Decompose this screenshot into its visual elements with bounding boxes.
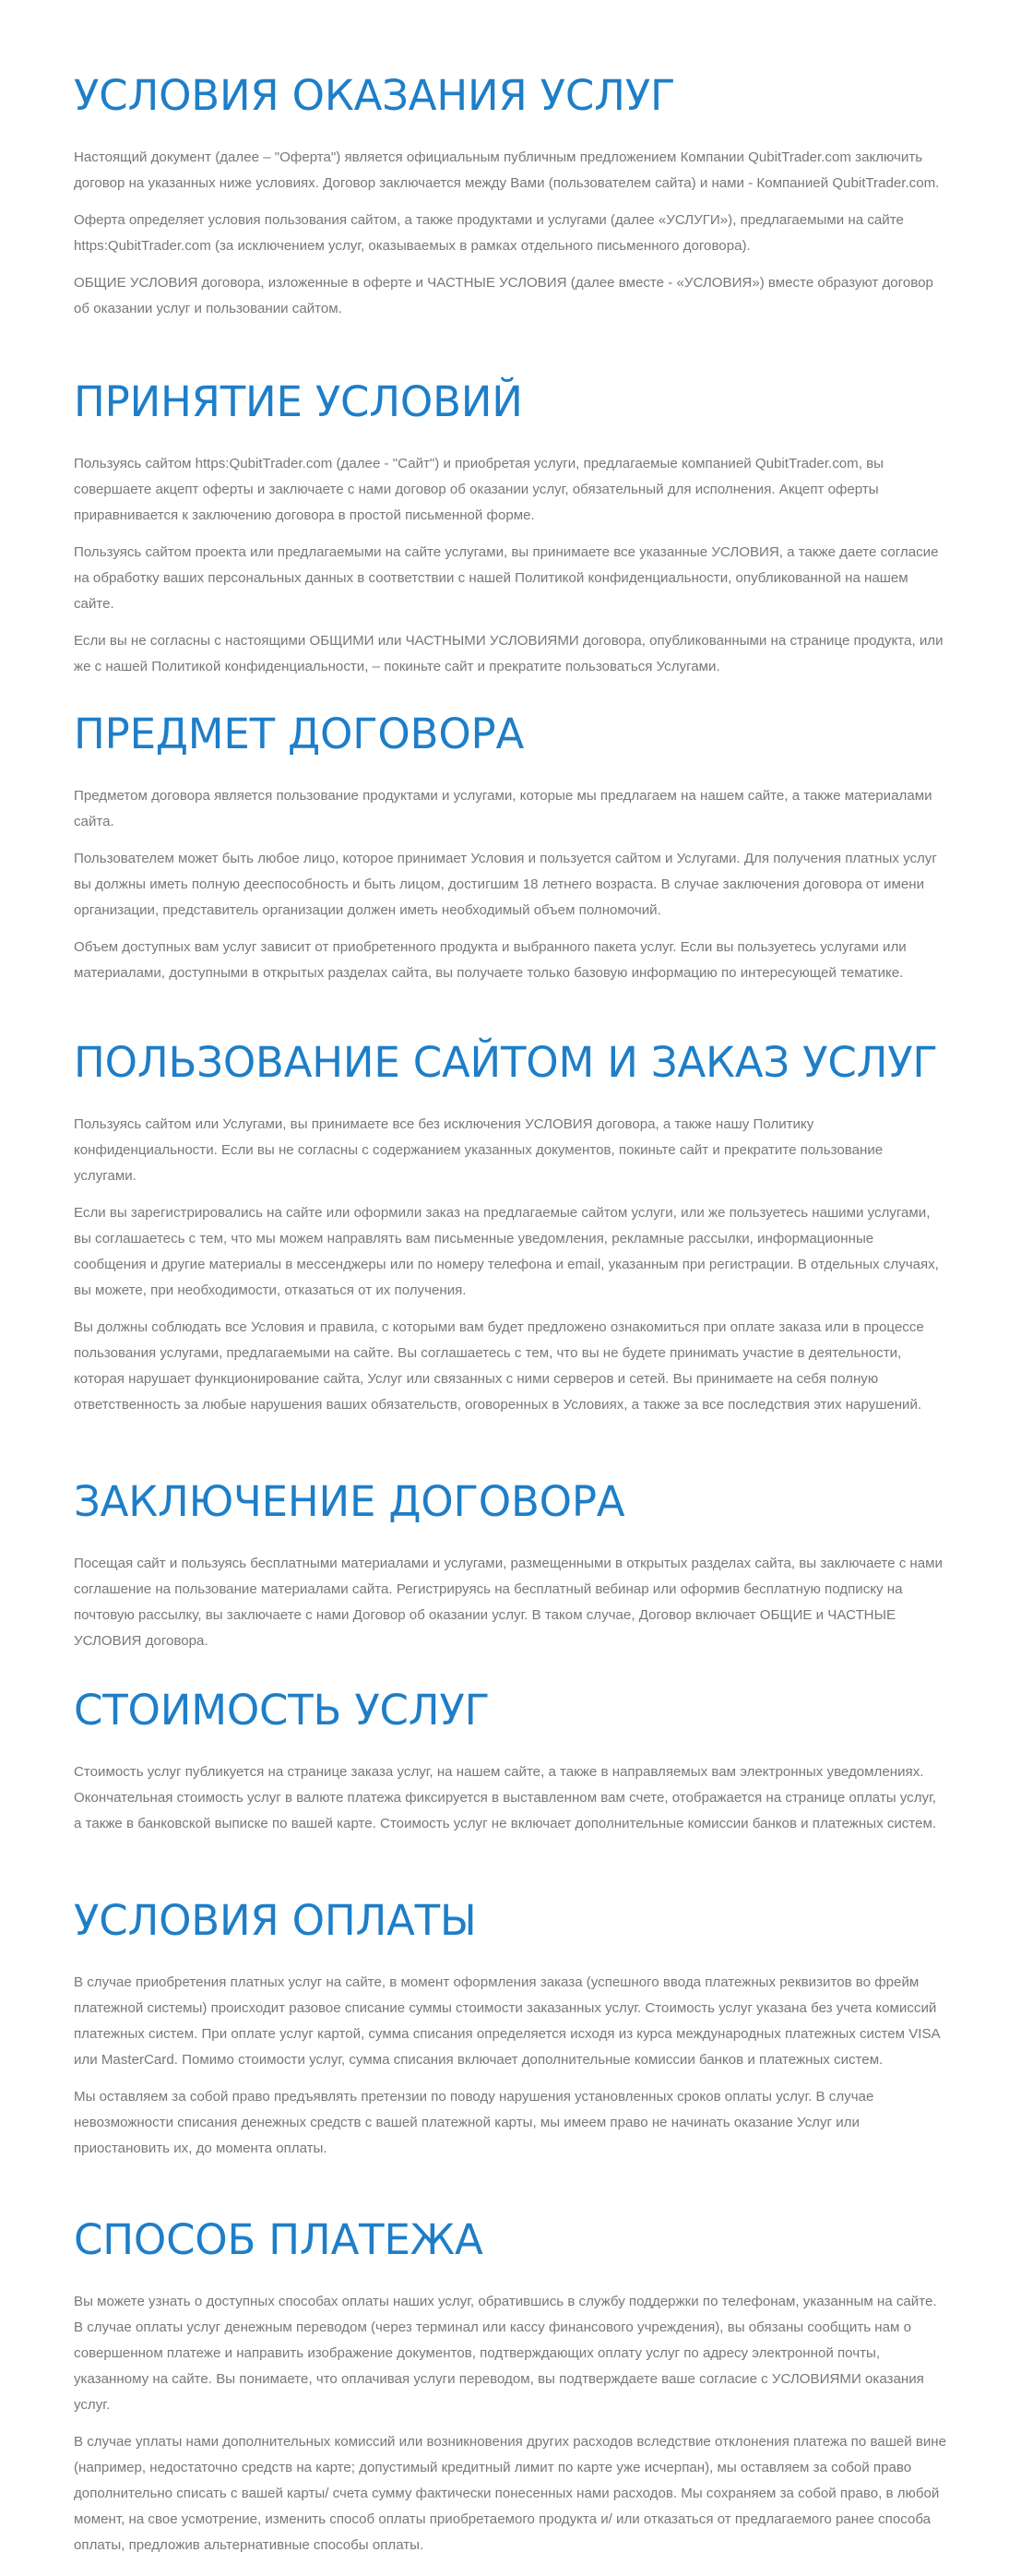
- paragraph: Оферта определяет условия пользования сайтом, а также продуктами и услугами (далее «УСЛУГИ»), предлагаемыми на сайте https:QubitTrader.com (за исключением услуг, оказываемых в рамках отдельного письменного договора).: [74, 212, 904, 254]
- section-body: [74, 1759, 946, 1837]
- paragraph: Объем доступных вам услуг зависит от приобретенного продукта и выбранного пакета услуг. Если вы пользуетесь услугами или материалами, доступными в открытых разделах сайта, вы получаете только базовую информацию по интересующей тематике.: [74, 939, 907, 981]
- section-heading: ПОЛЬЗОВАНИЕ САЙТОМ И ЗАКАЗ УСЛУГ: [74, 1038, 938, 1087]
- paragraph: Если вы не согласны с настоящими ОБЩИМИ или ЧАСТНЫМИ УСЛОВИЯМИ договора, опубликованными на странице продукта, или же с нашей Политикой конфиденциальности, – покиньте сайт и прекратите пользоваться Услугами.: [74, 633, 944, 674]
- paragraph: Вы должны соблюдать все Условия и правила, с которыми вам будет предложено ознакомиться при оплате заказа или в процессе пользования услугами, предлагаемыми на сайте. Вы соглашаетесь с тем, что вы не будете принимать участие в деятельности, которая нарушает функционирование сайта, Услуг или связанных с ними серверов и сетей. Вы принимаете на себя полную ответственность за любые нарушения ваших обязательств, оговоренных в Условиях, а также за все последствия этих нарушений.: [74, 1319, 924, 1413]
- paragraph: Если вы зарегистрировались на сайте или оформили заказ на предлагаемые сайтом услуги, или же пользуетесь нашими услугами, вы соглашаетесь с тем, что мы можем направлять вам письменные уведомления, рекламные рассылки, информационные сообщения и другие материалы в мессенджеры или по номеру телефона и email, указанным при регистрации. В отдельных случаях, вы можете, при необходимости, отказаться от их получения.: [74, 1205, 939, 1298]
- section-heading: СПОСОБ ПЛАТЕЖА: [74, 2215, 483, 2264]
- paragraph: Настоящий документ (далее – "Оферта") является официальным публичным предложением Компании QubitTrader.com заключить договор на указанных ниже условиях. Договор заключается между Вами (пользователем сайта) и нами - Компанией QubitTrader.com.: [74, 149, 940, 191]
- paragraph: Пользователем может быть любое лицо, которое принимает Условия и пользуется сайтом и Услугами. Для получения платных услуг вы должны иметь полную дееспособность и быть лицом, достигшим 18 летнего возраста. В случае заключения договора от имени организации, представитель организации должен иметь необходимый объем полномочий.: [74, 851, 937, 918]
- paragraph: Пользуясь сайтом https:QubitTrader.com (далее - "Сайт") и приобретая услуги, предлагаемые компанией QubitTrader.com, вы совершаете акцепт оферты и заключаете с нами договор об оказании услуг, обязательный для исполнения. Акцепт оферты приравнивается к заключению договора в простой письменной форме.: [74, 456, 884, 523]
- paragraph: Мы оставляем за собой право предъявлять претензии по поводу нарушения установленных сроков оплаты услуг. В случае невозможности списания денежных средств с вашей платежной карты, мы имеем право не начинать оказание Услуг или приостановить их, до момента оплаты.: [74, 2089, 874, 2156]
- section-heading: ЗАКЛЮЧЕНИЕ ДОГОВОРА: [74, 1477, 625, 1526]
- paragraph: Предметом договора является пользование продуктами и услугами, которые мы предлагаем на нашем сайте, а также материалами сайта.: [74, 788, 932, 829]
- section-body: [74, 451, 946, 680]
- section-heading: ПРИНЯТИЕ УСЛОВИЙ: [74, 377, 523, 426]
- paragraph: Пользуясь сайтом или Услугами, вы принимаете все без исключения УСЛОВИЯ договора, а также нашу Политику конфиденциальности. Если вы не согласны с содержанием указанных документов, покиньте сайт и прекратите пользование услугами.: [74, 1116, 884, 1184]
- section-body: [74, 783, 946, 986]
- section-heading: СТОИМОСТЬ УСЛУГ: [74, 1686, 490, 1735]
- section-body: [74, 2289, 946, 2558]
- section-payment-method: [74, 2214, 946, 2570]
- paragraph: Посещая сайт и пользуясь бесплатными материалами и услугами, размещенными в открытых разделах сайта, вы заключаете с нами соглашение на пользование материалами сайта. Регистрируясь на бесплатный вебинар или оформив бесплатную подписку на почтовую рассылку, вы заключаете с нами Договор об оказании услуг. В таком случае, Договор включает ОБЩИЕ и ЧАСТНЫЕ УСЛОВИЯ договора.: [74, 1556, 943, 1649]
- paragraph: Вы можете узнать о доступных способах оплаты наших услуг, обратившись в службу поддержки по телефонам, указанным на сайте. В случае оплаты услуг денежным переводом (через терминал или кассу финансового учреждения), вы обязаны сообщить нам о совершенном платеже и направить изображение документов, подтверждающих оплату услуг по адресу электронной почты, указанному на сайте. Вы понимаете, что оплачивая услуги переводом, вы подтверждаете ваше согласие с УСЛОВИЯМИ оказания услуг.: [74, 2294, 937, 2413]
- section-body: [74, 1112, 946, 1418]
- paragraph: Стоимость услуг публикуется на странице заказа услуг, на нашем сайте, а также в направляемых вам электронных уведомлениях. Окончательная стоимость услуг в валюте платежа фиксируется в выставленном вам счете, отображается на странице оплаты услуг, а также в банковской выписке по вашей карте. Стоимость услуг не включает дополнительные комиссии банков и платежных систем.: [74, 1764, 937, 1831]
- section-heading: УСЛОВИЯ ОКАЗАНИЯ УСЛУГ: [74, 71, 676, 120]
- section-body: [74, 1970, 946, 2162]
- section-body: [74, 1551, 946, 1654]
- section-subject: [74, 709, 946, 997]
- section-acceptance: [74, 376, 946, 691]
- paragraph: ОБЩИЕ УСЛОВИЯ договора, изложенные в оферте и ЧАСТНЫЕ УСЛОВИЯ (далее вместе - «УСЛОВИЯ») вместе образуют договор об оказании услуг и пользовании сайтом.: [74, 275, 933, 316]
- section-heading: УСЛОВИЯ ОПЛАТЫ: [74, 1896, 477, 1945]
- section-payment-terms: [74, 1895, 946, 2173]
- section-body: [74, 145, 946, 322]
- section-contract-conclusion: [74, 1476, 946, 1665]
- section-heading: ПРЕДМЕТ ДОГОВОРА: [74, 710, 525, 758]
- section-site-usage: [74, 1037, 946, 1429]
- section-cost: [74, 1685, 946, 1848]
- paragraph: Пользуясь сайтом проекта или предлагаемыми на сайте услугами, вы принимаете все указанные УСЛОВИЯ, а также даете согласие на обработку ваших персональных данных в соответствии с нашей Политикой конфиденциальности, опубликованной на нашем сайте.: [74, 544, 939, 612]
- paragraph: В случае уплаты нами дополнительных комиссий или возникновения других расходов вследствие отклонения платежа по вашей вине (например, недостаточно средств на карте; допустимый кредитный лимит по карте уже исчерпан), мы оставляем за собой право дополнительно списать с вашей карты/ счета сумму фактически понесенных нами расходов. Мы сохраняем за собой право, в любой момент, на свое усмотрение, изменить способ оплаты приобретаемого продукта и/ или отказаться от предлагаемого ранее способа оплаты, предложив альтернативные способы оплаты.: [74, 2434, 946, 2553]
- paragraph: В случае приобретения платных услуг на сайте, в момент оформления заказа (успешного ввода платежных реквизитов во фрейм платежной системы) происходит разовое списание суммы стоимости заказанных услуг. Стоимость услуг указана без учета комиссий платежных систем. При оплате услуг картой, сумма списания определяется исходя из курса международных платежных систем VISA или MasterCard. Помимо стоимости услуг, сумма списания включает дополнительные комиссии банков и платежных систем.: [74, 1974, 940, 2068]
- section-terms-of-service: [74, 70, 946, 333]
